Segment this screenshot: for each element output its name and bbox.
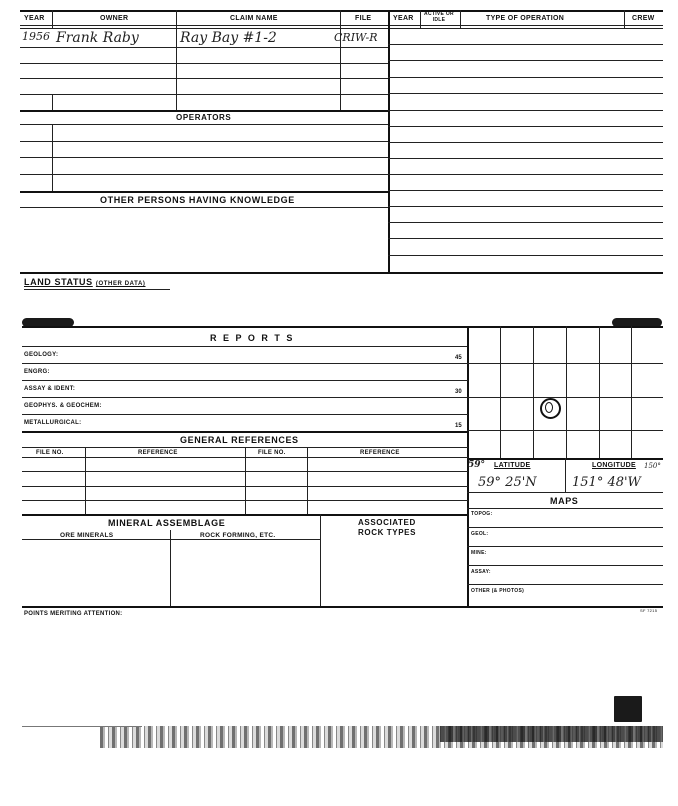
report-label: GEOLOGY: (24, 352, 59, 358)
header-owner: OWNER (100, 15, 129, 22)
maps-row-label: TOPOG: (471, 511, 493, 517)
header-type-of-operation: TYPE OF OPERATION (486, 15, 565, 22)
longitude-value: 151° 48'W (572, 475, 641, 490)
ref-col-reference: REFERENCE (138, 450, 178, 456)
header-file: FILE (355, 15, 372, 22)
rock-forming-label: ROCK FORMING, ETC. (200, 532, 276, 539)
ore-minerals-label: ORE MINERALS (60, 532, 114, 539)
other-persons-heading: OTHER PERSONS HAVING KNOWLEDGE (100, 195, 295, 205)
latitude-value: 59° 25'N (478, 475, 537, 490)
longitude-label: LONGITUDE (592, 462, 636, 469)
location-marker-inner (545, 402, 553, 413)
points-meriting-attention: POINTS MERITING ATTENTION: (24, 611, 123, 617)
ref-col-file-no-2: FILE NO. (258, 450, 286, 456)
maps-row-label: MINE: (471, 550, 487, 556)
report-label: ENGRG: (24, 369, 50, 375)
entry-file: CRIW-R (334, 31, 378, 44)
land-status-heading: LAND STATUS (OTHER DATA) (24, 277, 146, 287)
mineral-assemblage-heading: MINERAL ASSEMBLAGE (108, 518, 226, 528)
header-claim-name: CLAIM NAME (230, 15, 278, 22)
ref-col-reference-2: REFERENCE (360, 450, 400, 456)
header-crew: CREW (632, 15, 655, 22)
operators-heading: OPERATORS (176, 113, 232, 122)
maps-heading: MAPS (550, 496, 579, 506)
header-year-2: YEAR (393, 15, 414, 22)
maps-row-label: OTHER (& PHOTOS) (471, 588, 525, 594)
report-number: 15 (455, 423, 462, 429)
report-label: ASSAY & IDENT: (24, 386, 76, 392)
rock-types-label: ROCK TYPES (358, 528, 417, 537)
scan-noise-dark (440, 726, 663, 742)
maps-row-label: GEOL: (471, 531, 489, 537)
header-active-or-idle: ACTIVE OR IDLE (424, 11, 454, 23)
report-number: 30 (455, 389, 462, 395)
report-label: METALLURGICAL: (24, 420, 82, 426)
report-number: 45 (455, 355, 462, 361)
associated-label: ASSOCIATED (358, 518, 416, 527)
general-references-heading: GENERAL REFERENCES (180, 435, 299, 445)
lon-degree-note: 150° (644, 462, 661, 470)
entry-claim-name: Ray Bay #1-2 (180, 30, 277, 46)
scan-mark (614, 696, 642, 722)
latitude-label: LATITUDE (494, 462, 531, 469)
entry-owner: Frank Raby (56, 30, 139, 46)
lat-degree-note: 59° (468, 460, 486, 470)
ref-col-file-no: FILE NO. (36, 450, 64, 456)
maps-row-label: ASSAY: (471, 569, 491, 575)
reports-heading: R E P O R T S (210, 333, 295, 343)
form-number: SF 7215 (640, 608, 658, 613)
header-year: YEAR (24, 15, 45, 22)
entry-year: 1956 (22, 30, 50, 43)
report-label: GEOPHYS. & GEOCHEM: (24, 403, 102, 409)
